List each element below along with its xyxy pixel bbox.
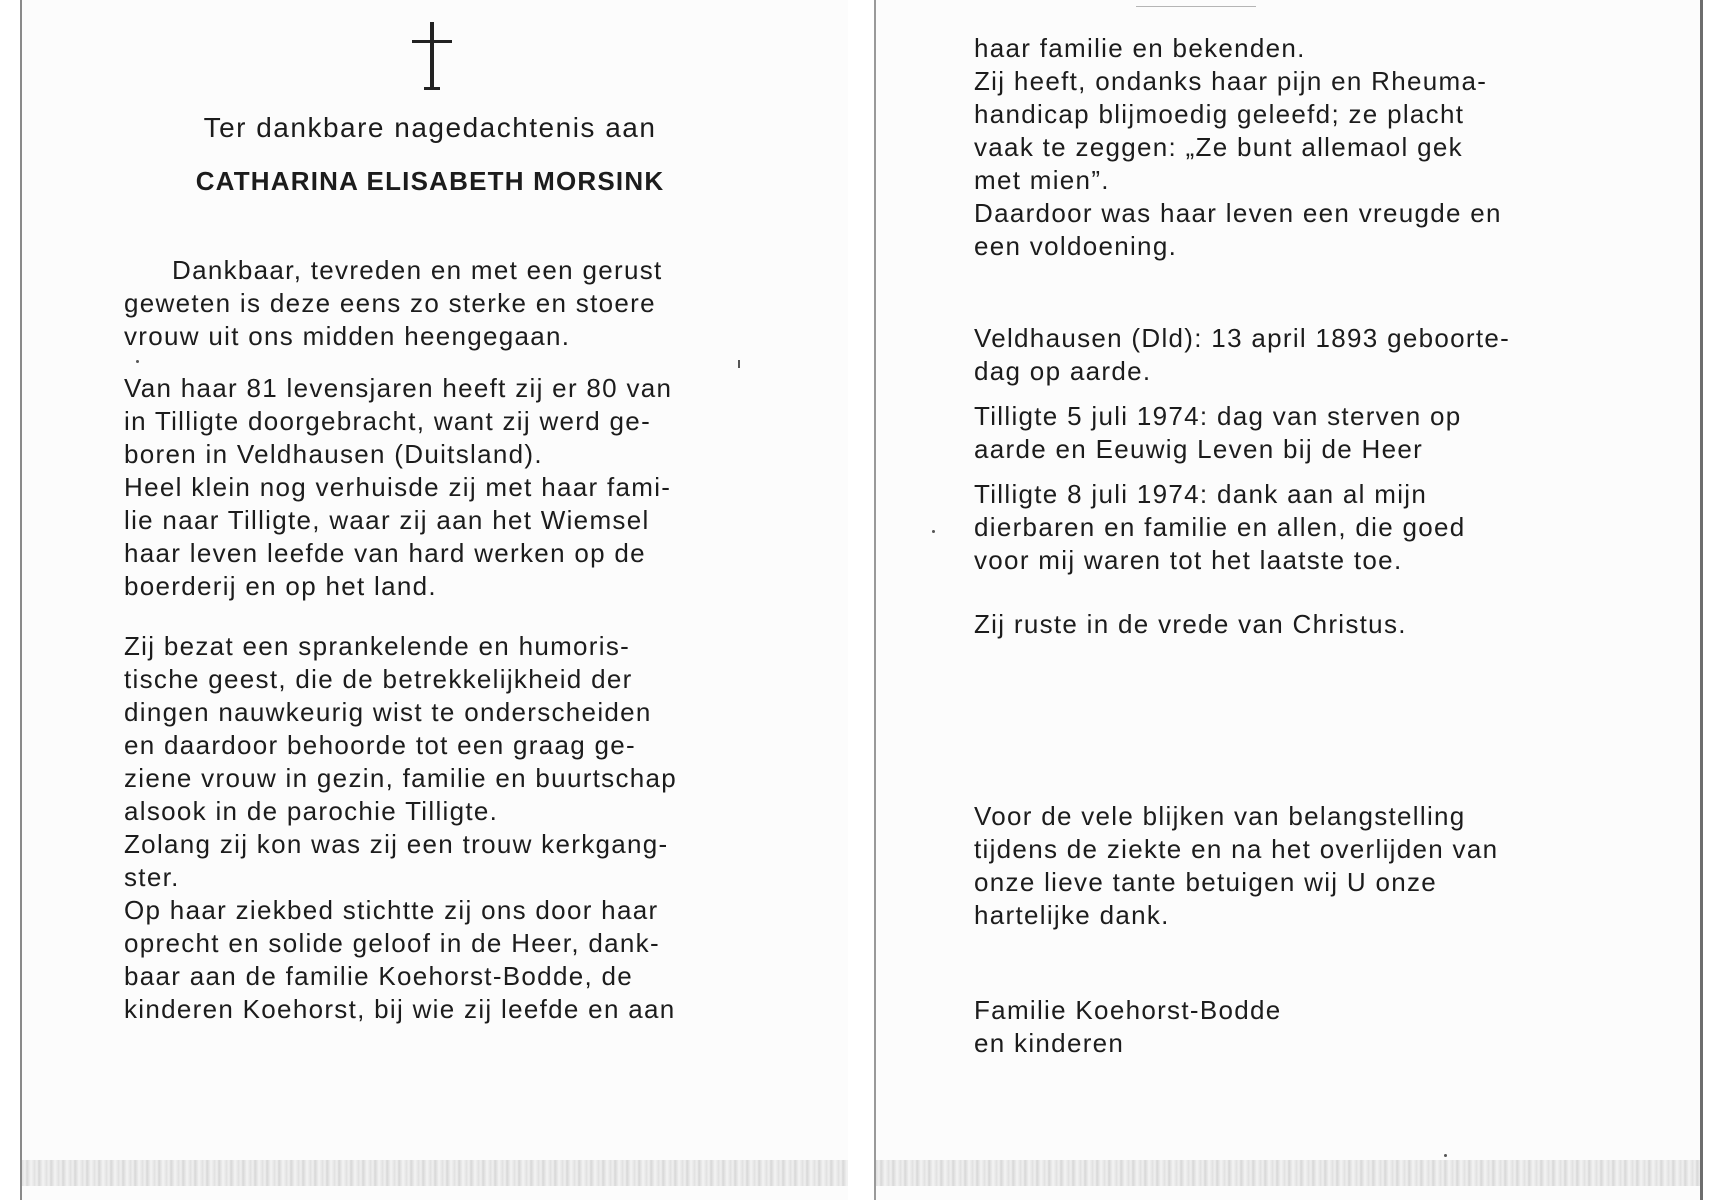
- text-line: Zij ruste in de vrede van Christus.: [974, 609, 1407, 639]
- text-line: ziene vrouw in gezin, familie en buurtschap: [124, 763, 678, 793]
- text-line: alsook in de parochie Tilligte.: [124, 796, 499, 826]
- text-line: dingen nauwkeurig wist te onderscheiden: [124, 697, 652, 727]
- scan-speck: [932, 530, 935, 533]
- text-line: boren in Veldhausen (Duitsland).: [124, 439, 543, 469]
- text-line: haar leven leefde van hard werken op de: [124, 538, 646, 568]
- cross-icon: [410, 22, 454, 90]
- text-line: Heel klein nog verhuisde zij met haar fami-: [124, 472, 672, 502]
- text-line: dierbaren en familie en allen, die goed: [974, 512, 1466, 542]
- text-line: en kinderen: [974, 1028, 1125, 1058]
- text-line: boerderij en op het land.: [124, 571, 437, 601]
- scan-speck: [1444, 1154, 1447, 1157]
- text-line: vrouw uit ons midden heengegaan.: [124, 321, 571, 351]
- scan-speck: [738, 360, 740, 368]
- text-line: handicap blijmoedig geleefd; ze placht: [974, 99, 1465, 129]
- text-line: voor mij waren tot het laatste toe.: [974, 545, 1403, 575]
- text-line: een voldoening.: [974, 231, 1178, 261]
- text-line: Van haar 81 levensjaren heeft zij er 80 van: [124, 373, 673, 403]
- scan-shadow-strip: [876, 1160, 1700, 1186]
- deceased-name: CATHARINA ELISABETH MORSINK: [195, 166, 665, 196]
- text-line: onze lieve tante betuigen wij U onze: [974, 867, 1438, 897]
- text-line: oprecht en solide geloof in de Heer, dank-: [124, 928, 660, 958]
- text-line: tische geest, die de betrekkelijkheid der: [124, 664, 633, 694]
- text-line: lie naar Tilligte, waar zij aan het Wiemsel: [124, 505, 650, 535]
- text-line: kinderen Koehorst, bij wie zij leefde en aan: [124, 994, 676, 1024]
- text-line: Voor de vele blijken van belangstelling: [974, 801, 1466, 831]
- rest-in-peace: [974, 608, 1592, 641]
- text-line: en daardoor behoorde tot een graag ge-: [124, 730, 636, 760]
- signature: [974, 994, 1592, 1060]
- text-line: dag op aarde.: [974, 356, 1152, 386]
- text-line: Dankbaar, tevreden en met een gerust: [172, 255, 663, 285]
- top-rule: [1136, 6, 1256, 7]
- text-line: Op haar ziekbed stichtte zij ons door haar: [124, 895, 659, 925]
- text-line: hartelijke dank.: [974, 900, 1170, 930]
- left-paragraph-1: [124, 254, 744, 353]
- left-paragraph-3: [124, 630, 744, 1026]
- thanks-paragraph: [974, 800, 1592, 932]
- memorial-intro: Ter dankbare nagedachtenis aan: [203, 112, 657, 143]
- text-line: Daardoor was haar leven een vreugde en: [974, 198, 1502, 228]
- text-line: Tilligte 8 juli 1974: dank aan al mijn: [974, 479, 1428, 509]
- text-line: Tilligte 5 juli 1974: dag van sterven op: [974, 401, 1462, 431]
- text-line: in Tilligte doorgebracht, want zij werd ge-: [124, 406, 652, 436]
- text-line: haar familie en bekenden.: [974, 33, 1306, 63]
- text-line: Zolang zij kon was zij een trouw kerkgang-: [124, 829, 669, 859]
- text-line: geweten is deze eens zo sterke en stoere: [124, 288, 656, 318]
- text-line: Zij bezat een sprankelende en humoris-: [124, 631, 631, 661]
- text-line: vaak te zeggen: „Ze bunt allemaol gek: [974, 132, 1463, 162]
- text-line: Zij heeft, ondanks haar pijn en Rheuma-: [974, 66, 1488, 96]
- text-line: tijdens de ziekte en na het overlijden van: [974, 834, 1499, 864]
- birth-date-block: [974, 322, 1592, 388]
- scan-shadow-strip: [22, 1160, 848, 1186]
- left-paragraph-2: [124, 372, 744, 603]
- text-line: Veldhausen (Dld): 13 april 1893 geboorte-: [974, 323, 1511, 353]
- text-line: ster.: [124, 862, 180, 892]
- text-line: aarde en Eeuwig Leven bij de Heer: [974, 434, 1424, 464]
- text-line: met mien”.: [974, 165, 1110, 195]
- death-date-block: [974, 400, 1592, 466]
- right-paragraph-1: [974, 32, 1592, 263]
- burial-date-block: [974, 478, 1592, 577]
- scan-speck: [136, 360, 139, 363]
- text-line: baar aan de familie Koehorst-Bodde, de: [124, 961, 634, 991]
- text-line: Familie Koehorst-Bodde: [974, 995, 1282, 1025]
